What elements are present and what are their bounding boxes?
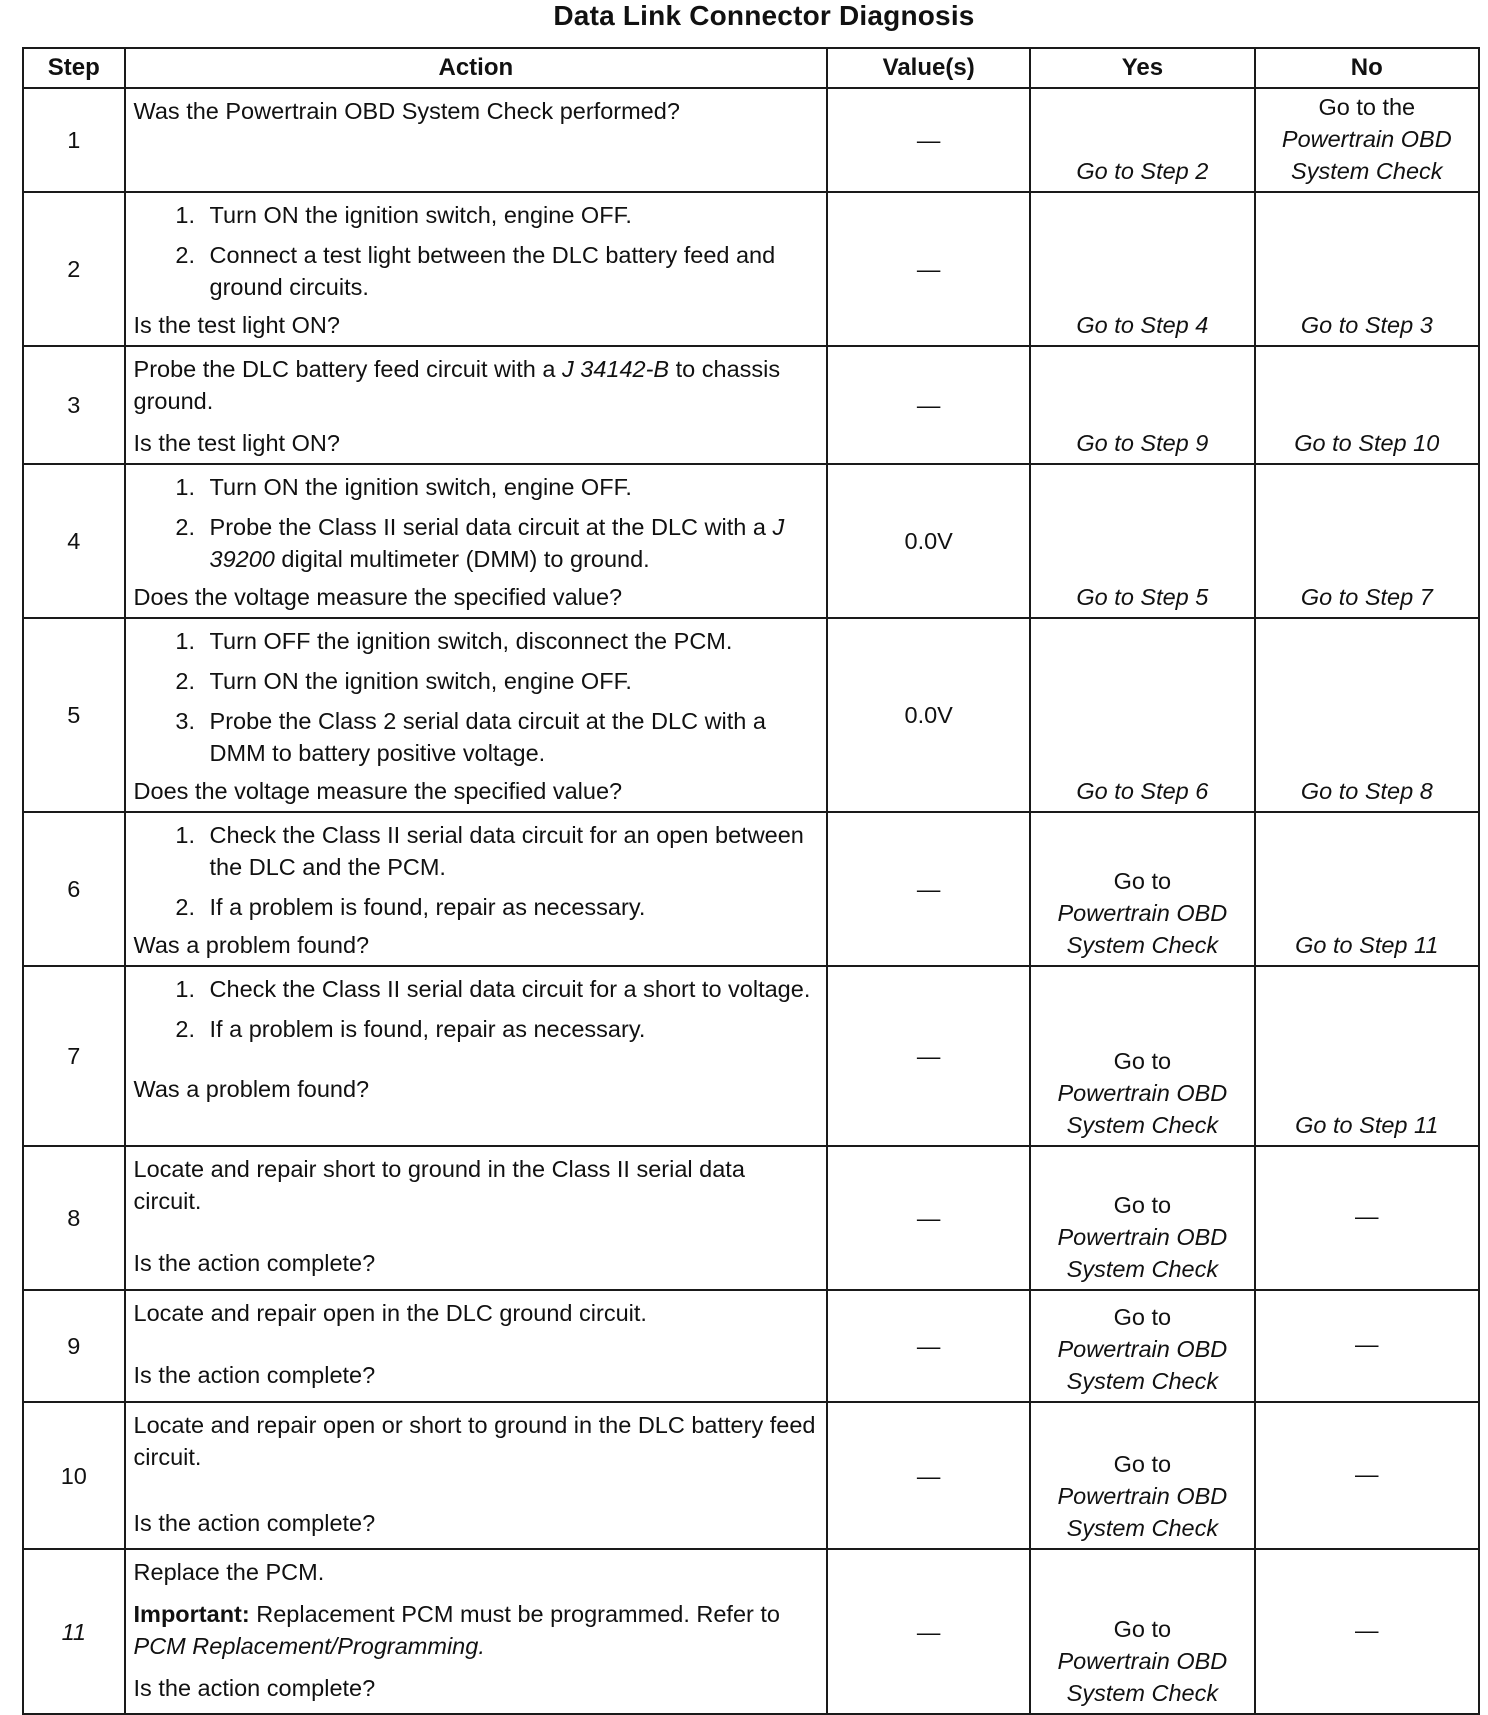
table-row: [23, 1549, 1479, 1714]
header-no: No: [1255, 48, 1479, 88]
action-cell: [125, 192, 828, 346]
outcome-line: Powertrain OBD: [1057, 1224, 1228, 1250]
action-question: Is the test light ON?: [133, 430, 340, 456]
action-text: Locate and repair open or short to ground in the DLC battery feed circuit.: [133, 1412, 816, 1470]
value-cell: —: [827, 1402, 1030, 1549]
outcome-line: Powertrain OBD: [1057, 1336, 1228, 1362]
value-cell: —: [827, 1146, 1030, 1290]
action-text-part: Probe the Class II serial data circuit at the DLC with a: [209, 514, 766, 540]
action-text-part: digital multimeter (DMM) to ground.: [281, 546, 650, 572]
outcome-line: Powertrain OBD: [1057, 1648, 1228, 1674]
action-text: Locate and repair open in the DLC ground circuit.: [133, 1300, 647, 1326]
table-row: [23, 1402, 1479, 1549]
table-row: [23, 464, 1479, 618]
action-cell: [125, 88, 828, 192]
action-question: Is the action complete?: [133, 1510, 376, 1536]
action-question: Is the test light ON?: [133, 312, 340, 338]
value-cell: —: [827, 812, 1030, 966]
value-cell: —: [827, 966, 1030, 1146]
action-step: 2. Turn ON the ignition switch, engine OFF.: [202, 665, 819, 697]
action-cell: [125, 966, 828, 1146]
yes-outcome: [1030, 812, 1254, 966]
step-number: 3: [23, 346, 125, 464]
action-step: 2. If a problem is found, repair as necessary.: [202, 891, 819, 923]
yes-outcome: [1030, 1290, 1254, 1402]
table-row: [23, 192, 1479, 346]
action-step: 1. Check the Class II serial data circuit for an open between the DLC and the PCM.: [202, 819, 819, 883]
header-action: Action: [125, 48, 828, 88]
action-text: Replace the PCM.: [133, 1559, 325, 1585]
yes-outcome: [1030, 1549, 1254, 1714]
no-outcome: —: [1255, 1402, 1479, 1549]
step-number: 8: [23, 1146, 125, 1290]
table-row: [23, 812, 1479, 966]
action-text: Was the Powertrain OBD System Check performed?: [133, 98, 680, 124]
action-question: Was a problem found?: [133, 1076, 370, 1102]
action-question: Does the voltage measure the specified value?: [133, 584, 623, 610]
value-cell: —: [827, 1290, 1030, 1402]
outcome-reference: [1031, 1189, 1253, 1285]
outcome-line: System Check: [1291, 158, 1443, 184]
table-row: [23, 1146, 1479, 1290]
step-number: 11: [23, 1549, 125, 1714]
action-text: [134, 353, 819, 417]
outcome-reference: [1031, 1045, 1253, 1141]
outcome-line: Go to: [1113, 1451, 1172, 1477]
outcome-line: Powertrain OBD: [1281, 126, 1452, 152]
action-steps: [134, 819, 819, 923]
yes-outcome: Go to Step 5: [1030, 464, 1254, 618]
outcome-line: Go to: [1113, 1616, 1172, 1642]
yes-outcome: Go to Step 6: [1030, 618, 1254, 812]
step-number: 7: [23, 966, 125, 1146]
outcome-reference: [1031, 1301, 1253, 1397]
action-text-part: Probe the DLC battery feed circuit with a: [133, 356, 556, 382]
action-steps: [134, 471, 819, 575]
table-row: [23, 1290, 1479, 1402]
action-cell: [125, 464, 828, 618]
action-question: Is the action complete?: [133, 1675, 376, 1701]
action-steps: [134, 973, 819, 1045]
important-text: Replacement PCM must be programmed. Refer to: [256, 1601, 780, 1627]
outcome-line: Powertrain OBD: [1057, 900, 1228, 926]
outcome-reference: [1031, 1448, 1253, 1544]
value-cell: —: [827, 192, 1030, 346]
outcome-line: Go to: [1113, 1304, 1172, 1330]
outcome-line: Go to: [1113, 1192, 1172, 1218]
action-cell: [125, 1290, 828, 1402]
document-title: Data Link Connector Diagnosis: [553, 0, 975, 31]
header-step: Step: [23, 48, 125, 88]
header-yes: Yes: [1030, 48, 1254, 88]
tool-reference: J 34142-B: [561, 356, 670, 382]
outcome-line: System Check: [1066, 1368, 1219, 1394]
action-cell: [125, 1549, 828, 1714]
action-steps: [134, 199, 819, 303]
action-cell: [125, 812, 828, 966]
action-step: 2. Connect a test light between the DLC battery feed and ground circuits.: [202, 239, 819, 303]
outcome-reference: [1031, 1613, 1253, 1709]
no-outcome: Go to Step 10: [1255, 346, 1479, 464]
yes-outcome: Go to Step 9: [1030, 346, 1254, 464]
no-outcome: [1255, 88, 1479, 192]
outcome-reference: [1256, 91, 1478, 187]
action-cell: [125, 1146, 828, 1290]
step-number: 9: [23, 1290, 125, 1402]
no-outcome: Go to Step 8: [1255, 618, 1479, 812]
diagnosis-table: [22, 47, 1480, 1715]
outcome-line: System Check: [1066, 1680, 1219, 1706]
table-row: [23, 88, 1479, 192]
table-row: [23, 346, 1479, 464]
outcome-line: Go to: [1113, 868, 1172, 894]
yes-outcome: [1030, 966, 1254, 1146]
action-text: Locate and repair short to ground in the Class II serial data circuit.: [133, 1156, 745, 1214]
table-row: [23, 966, 1479, 1146]
no-outcome: Go to Step 7: [1255, 464, 1479, 618]
procedure-reference: PCM Replacement/Programming.: [133, 1633, 485, 1659]
outcome-line: Powertrain OBD: [1057, 1080, 1228, 1106]
step-number: 10: [23, 1402, 125, 1549]
action-question: Is the action complete?: [133, 1250, 376, 1276]
action-step: 1. Check the Class II serial data circuit for a short to voltage.: [202, 973, 819, 1005]
step-number: 4: [23, 464, 125, 618]
table-header-row: [23, 48, 1479, 88]
step-number: 1: [23, 88, 125, 192]
outcome-line: System Check: [1066, 1515, 1219, 1541]
outcome-line: Go to the: [1318, 94, 1416, 120]
outcome-line: Go to: [1113, 1048, 1172, 1074]
yes-outcome: Go to Step 2: [1030, 88, 1254, 192]
action-step: 3. Probe the Class 2 serial data circuit at the DLC with a DMM to battery positive voltage.: [202, 705, 819, 769]
action-cell: [125, 1402, 828, 1549]
table-row: [23, 618, 1479, 812]
outcome-line: Powertrain OBD: [1057, 1483, 1228, 1509]
action-step: 1. Turn ON the ignition switch, engine OFF.: [202, 199, 819, 231]
action-text-part: to chassis ground.: [133, 356, 781, 414]
value-cell: 0.0V: [827, 464, 1030, 618]
value-cell: —: [827, 346, 1030, 464]
action-step: [202, 511, 819, 575]
value-cell: —: [827, 88, 1030, 192]
action-step: 1. Turn OFF the ignition switch, disconnect the PCM.: [202, 625, 819, 657]
action-cell: [125, 346, 828, 464]
yes-outcome: [1030, 1402, 1254, 1549]
value-cell: 0.0V: [827, 618, 1030, 812]
no-outcome: Go to Step 3: [1255, 192, 1479, 346]
action-step: 2. If a problem is found, repair as necessary.: [202, 1013, 819, 1045]
action-question: Was a problem found?: [133, 932, 370, 958]
yes-outcome: [1030, 1146, 1254, 1290]
action-step: 1. Turn ON the ignition switch, engine OFF.: [202, 471, 819, 503]
step-number: 6: [23, 812, 125, 966]
tool-reference: J 39200: [209, 514, 785, 572]
value-cell: —: [827, 1549, 1030, 1714]
step-number: 2: [23, 192, 125, 346]
action-cell: [125, 618, 828, 812]
action-question: Does the voltage measure the specified value?: [133, 778, 623, 804]
outcome-line: System Check: [1066, 1112, 1219, 1138]
no-outcome: —: [1255, 1146, 1479, 1290]
outcome-reference: [1031, 865, 1253, 961]
yes-outcome: Go to Step 4: [1030, 192, 1254, 346]
important-note: [134, 1598, 819, 1662]
important-label: Important:: [133, 1601, 250, 1627]
action-steps: [134, 625, 819, 769]
outcome-line: System Check: [1066, 932, 1219, 958]
no-outcome: Go to Step 11: [1255, 812, 1479, 966]
no-outcome: Go to Step 11: [1255, 966, 1479, 1146]
action-question: Is the action complete?: [133, 1362, 376, 1388]
no-outcome: —: [1255, 1549, 1479, 1714]
step-number: 5: [23, 618, 125, 812]
no-outcome: —: [1255, 1290, 1479, 1402]
outcome-line: System Check: [1066, 1256, 1219, 1282]
header-values: Value(s): [827, 48, 1030, 88]
